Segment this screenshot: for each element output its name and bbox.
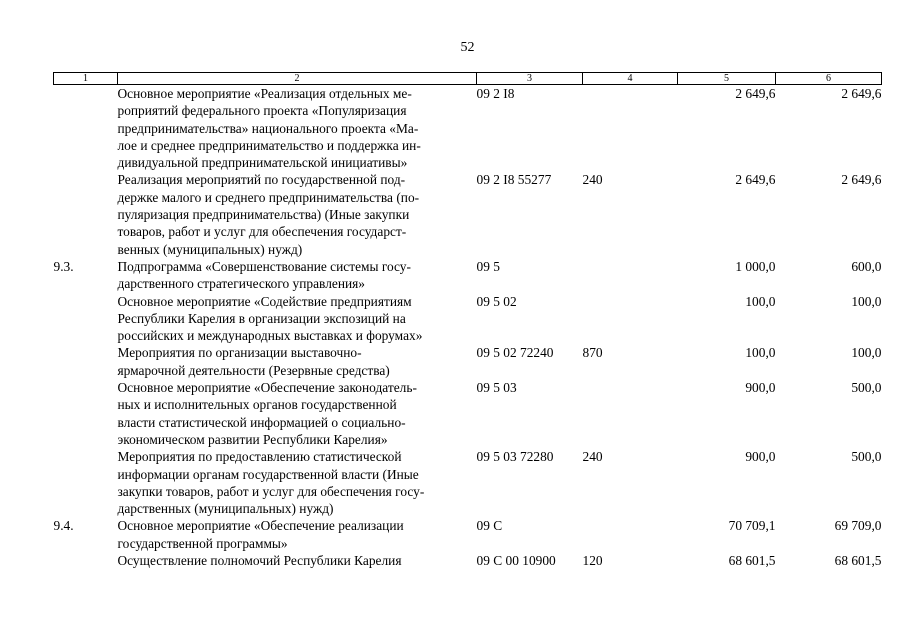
row-value-2: 2 649,6 [841,86,882,101]
row-name [118,448,477,517]
row-code: 09 2 I8 [476,86,515,101]
row-number: 9.4. [53,518,74,534]
row-expense-type [583,379,678,448]
row-name-line: Реализация мероприятий по государственной под- [117,172,406,188]
row-name-line: ных и исполнительных органов государственной [117,397,397,413]
row-name-line: Основное мероприятие «Обеспечение законодатель- [117,380,417,396]
row-name-line: власти статистической информацией о социально- [117,414,406,430]
row-value-1: 68 601,5 [728,553,776,569]
row-name [118,552,477,569]
row-number [54,552,118,569]
row-number: 9.3. [53,258,74,274]
row-name-line: роприятий федерального проекта «Популяризация [117,103,407,119]
row-code: 09 С [476,518,503,534]
row-number [54,344,118,379]
row-expense-type: 240 [582,172,603,188]
row-name-line: информации органам государственной власти (Иные [117,466,419,482]
row-name-line: Основное мероприятие «Содействие предприятиям [117,293,412,309]
row-name [118,344,477,379]
column-header: 5 [678,73,776,85]
row-name-line: венных (муниципальных) нужд) [117,241,303,257]
row-value-1: 1 000,0 [735,258,776,274]
row-expense-type: 870 [582,345,603,361]
table-row [54,344,882,379]
row-expense-type [583,293,678,345]
row-name [118,517,477,552]
row-number [54,85,118,172]
row-name-line: дарственного стратегического управления» [117,276,366,292]
row-name [118,258,477,293]
row-value-2: 69 709,0 [834,518,882,534]
row-name-line: российских и международных выставках и форумах» [117,328,423,344]
row-value-2: 68 601,5 [834,553,882,569]
table-row [54,448,882,517]
row-number [54,379,118,448]
table-row [54,258,882,293]
row-name-line: экономическом развитии Республики Карелия» [117,431,388,447]
row-name-line: Подпрограмма «Совершенствование системы госу- [117,258,411,274]
row-value-2: 600,0 [851,258,882,274]
row-code: 09 5 02 72240 [476,345,554,361]
row-name-line: Осуществление полномочий Республики Карелия [117,553,402,569]
row-expense-type [583,517,678,552]
row-name-line: предпринимательства» национального проекта «Ма- [117,120,419,136]
page-number: 52 [460,40,475,55]
row-value-1: 100,0 [745,293,776,309]
row-value-1: 900,0 [745,449,776,465]
column-header: 4 [583,73,678,85]
row-name-line: государственной программы» [117,535,288,551]
row-name-line: Основное мероприятие «Реализация отдельных ме- [117,86,412,101]
row-expense-type: 240 [582,449,603,465]
column-header: 2 [118,73,477,85]
row-value-2: 100,0 [851,293,882,309]
row-name [118,171,477,257]
row-value-2: 500,0 [851,449,882,465]
row-code: 09 5 03 72280 [476,449,554,465]
row-value-2: 500,0 [851,380,882,396]
table-body [54,85,882,570]
row-name-line: дарственных (муниципальных) нужд) [117,501,334,517]
row-expense-type [583,258,678,293]
row-name-line: закупки товаров, работ и услуг для обеспечения госу- [117,483,425,499]
row-name-line: Республики Карелия в организации экспозиций на [117,310,406,326]
row-expense-type [583,85,678,172]
row-code: 09 5 02 [476,293,517,309]
row-name-line: держке малого и среднего предпринимательства (по- [117,189,420,205]
row-name-line: Основное мероприятие «Обеспечение реализации [117,518,404,534]
row-number [54,448,118,517]
table-row [54,171,882,257]
row-value-1: 2 649,6 [735,172,776,188]
row-code: 09 С 00 10900 [476,553,556,569]
row-name-line: товаров, работ и услуг для обеспечения государст- [117,224,407,240]
row-name-line: пуляризация предпринимательства) (Иные закупки [117,207,410,223]
row-name [118,379,477,448]
row-number [54,171,118,257]
column-number-row [54,73,882,85]
row-name-line: лое и среднее предпринимательство и поддержка ин- [117,137,421,153]
table-header [54,73,882,85]
column-header: 6 [776,73,882,85]
row-value-2: 2 649,6 [841,172,882,188]
row-value-1: 2 649,6 [735,86,776,101]
row-code: 09 5 03 [476,380,517,396]
table-row [54,293,882,345]
table-row [54,552,882,569]
row-name-line: Мероприятия по предоставлению статистической [117,449,402,465]
row-value-1: 900,0 [745,380,776,396]
table-row [54,517,882,552]
row-code: 09 5 [476,258,500,274]
row-value-2: 100,0 [851,345,882,361]
budget-table [53,72,882,569]
table-row [54,85,882,172]
column-header: 1 [54,73,118,85]
row-name-line: Мероприятия по организации выставочно- [117,345,362,361]
row-value-1: 100,0 [745,345,776,361]
row-name [118,85,477,172]
row-code: 09 2 I8 55277 [476,172,552,188]
row-value-1: 70 709,1 [728,518,776,534]
row-number [54,293,118,345]
row-expense-type: 120 [582,553,603,569]
row-name-line: дивидуальной предпринимательской инициативы» [117,155,408,171]
table-row [54,379,882,448]
row-name-line: ярмарочной деятельности (Резервные средства) [117,362,390,378]
row-name [118,293,477,345]
column-header: 3 [477,73,583,85]
